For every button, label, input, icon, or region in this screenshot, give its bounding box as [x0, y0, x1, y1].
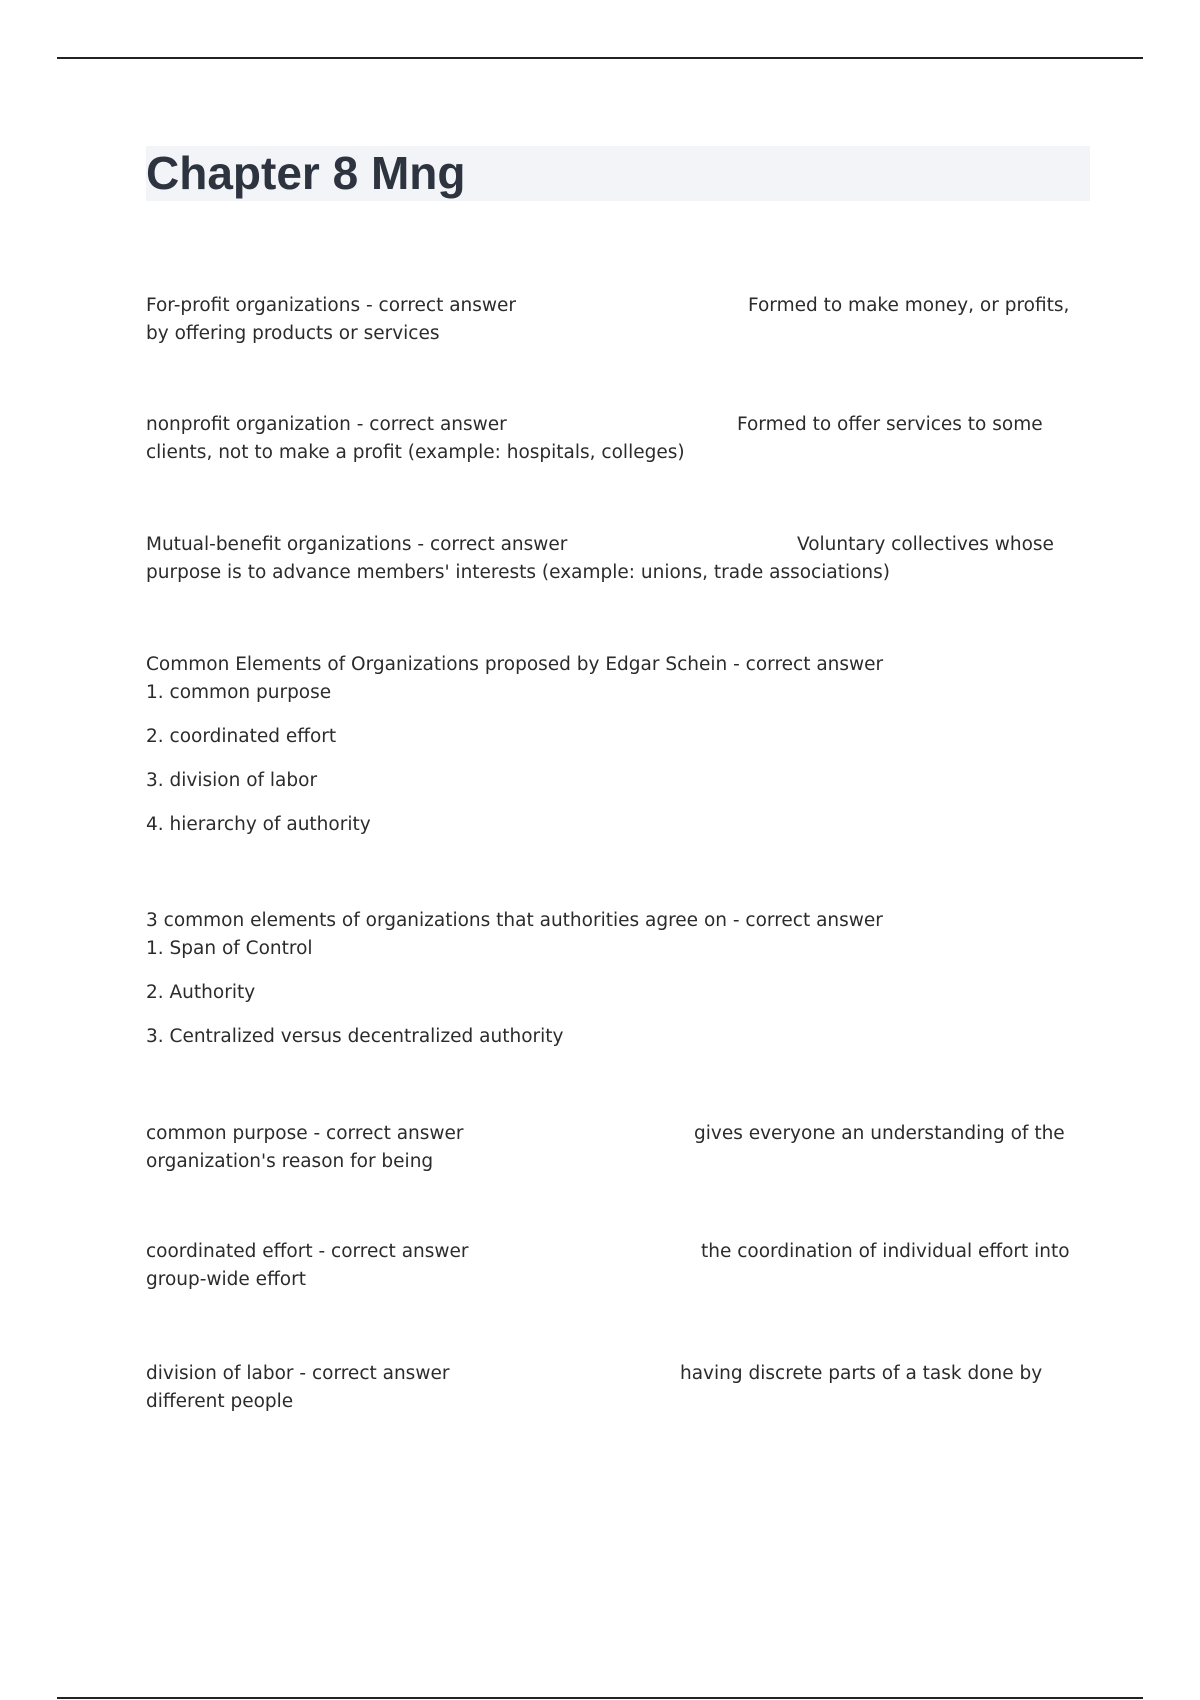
list-item: 2. coordinated effort [146, 726, 337, 747]
list-item: 3. Centralized versus decentralized authority [146, 1026, 564, 1047]
entry-term: common purpose - correct answer [146, 1123, 464, 1144]
entry-definition-line2: different people [146, 1391, 294, 1412]
entry-list [146, 679, 1066, 855]
flashcard-entry [146, 1120, 1066, 1176]
flashcard-entry [146, 1238, 1070, 1294]
flashcard-entry [146, 651, 1066, 855]
entry-term: Common Elements of Organizations proposed by Edgar Schein - correct answer [146, 654, 884, 675]
entry-term: 3 common elements of organizations that authorities agree on - correct answer [146, 910, 883, 931]
list-item: 2. Authority [146, 982, 256, 1003]
entry-definition-line1: Voluntary collectives whose [797, 534, 1054, 555]
entry-definition-line2: group-wide effort [146, 1269, 306, 1290]
entry-term: coordinated effort - correct answer [146, 1241, 469, 1262]
entry-definition-line1: having discrete parts of a task done by [680, 1363, 1043, 1384]
entry-definition-line1: Formed to offer services to some [737, 414, 1043, 435]
entry-list [146, 935, 1066, 1067]
list-item: 1. common purpose [146, 682, 332, 703]
flashcard-entry [146, 531, 1066, 587]
flashcard-entry [146, 411, 1066, 467]
entry-term: For-profit organizations - correct answer [146, 295, 517, 316]
entry-definition-line2: purpose is to advance members' interests (example: unions, trade associations) [146, 562, 890, 583]
bottom-rule [57, 1697, 1143, 1699]
top-rule [57, 57, 1143, 59]
entry-term: nonprofit organization - correct answer [146, 414, 507, 435]
entry-definition-line2: clients, not to make a profit (example: hospitals, colleges) [146, 442, 685, 463]
entry-definition-line1: the coordination of individual effort into [701, 1241, 1070, 1262]
entry-definition-line1: Formed to make money, or profits, [748, 295, 1070, 316]
entry-definition-line2: by offering products or services [146, 323, 440, 344]
list-item: 4. hierarchy of authority [146, 814, 371, 835]
page-title: Chapter 8 Mng [146, 147, 466, 199]
flashcard-entry [146, 292, 1070, 348]
flashcard-entry [146, 1360, 1066, 1416]
flashcard-entry [146, 907, 1066, 1067]
entry-term: division of labor - correct answer [146, 1363, 450, 1384]
list-item: 3. division of labor [146, 770, 318, 791]
entry-definition-line2: organization's reason for being [146, 1151, 434, 1172]
entry-definition-line1: gives everyone an understanding of the [694, 1123, 1065, 1144]
list-item: 1. Span of Control [146, 938, 313, 959]
entry-term: Mutual-benefit organizations - correct answer [146, 534, 568, 555]
